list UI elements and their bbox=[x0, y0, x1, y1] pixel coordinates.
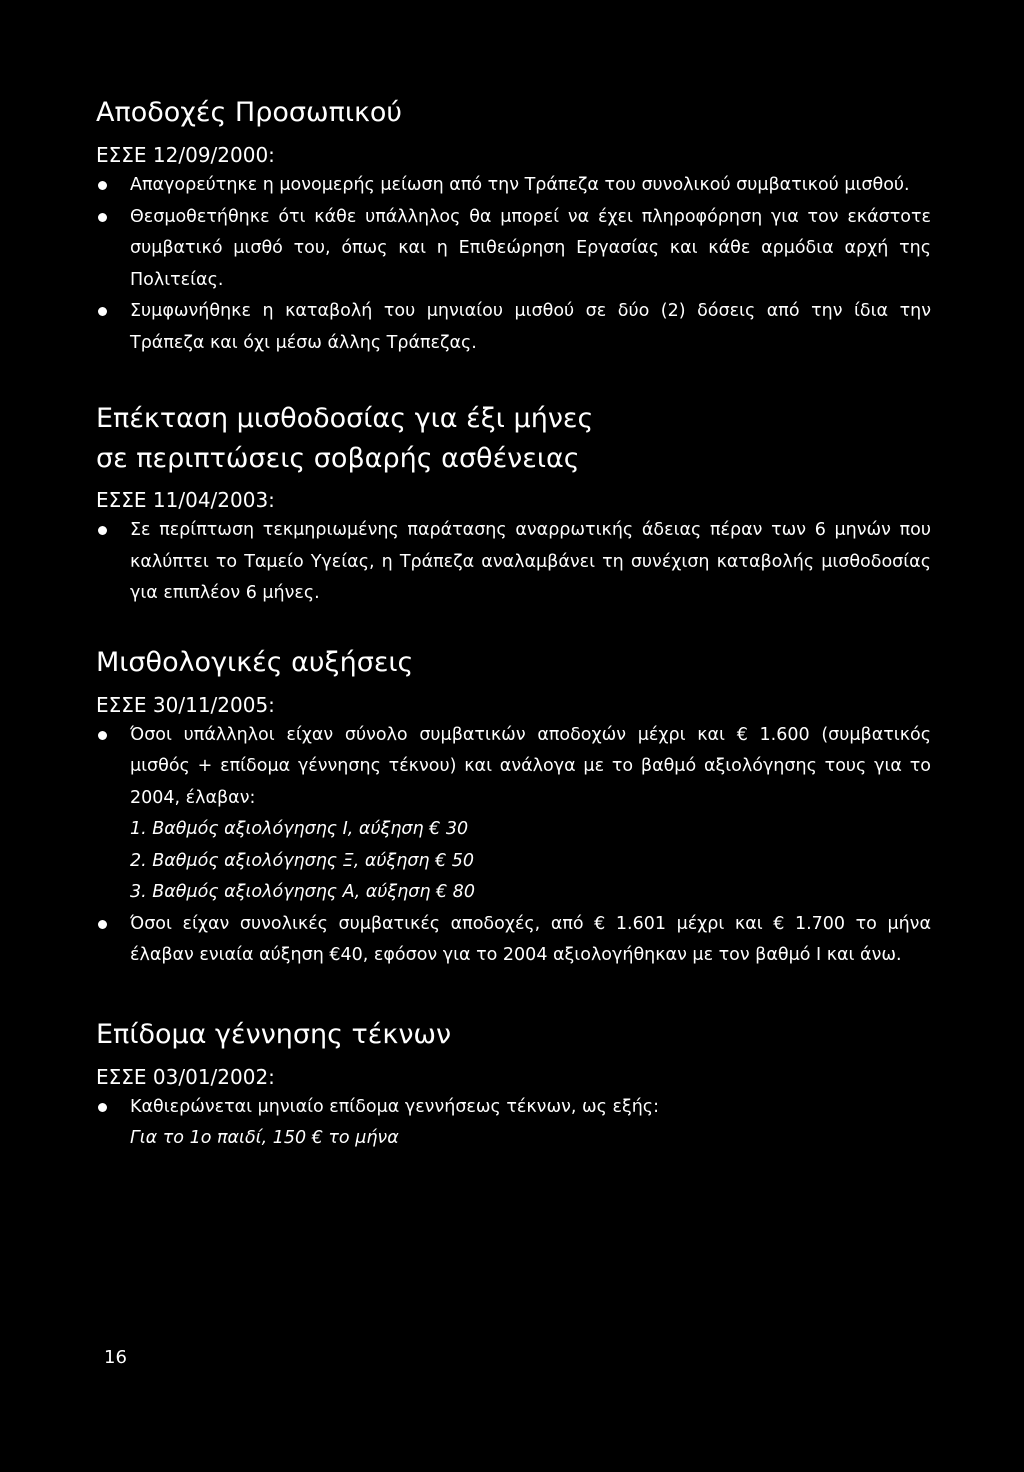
section-title-line-1: Επέκταση μισθοδοσίας για έξι μήνες bbox=[96, 403, 594, 434]
bullet-list bbox=[96, 170, 931, 359]
grade-list bbox=[130, 814, 931, 909]
allowance-detail: Για το 1ο παιδί, 150 € το μήνα bbox=[130, 1128, 399, 1148]
bullet-list bbox=[96, 720, 931, 972]
list-item-text: Καθιερώνεται μηνιαίο επίδομα γεννήσεως τέκνων, ως εξής: bbox=[130, 1096, 659, 1117]
list-item bbox=[96, 1092, 931, 1155]
agreement-reference: ΕΣΣΕ 11/04/2003: bbox=[96, 488, 275, 512]
list-item bbox=[96, 170, 931, 202]
bullet-icon bbox=[98, 526, 107, 535]
section-title: Αποδοχές Προσωπικού bbox=[96, 97, 403, 128]
list-item bbox=[96, 909, 931, 972]
section-child-allowance bbox=[96, 1014, 931, 1155]
bullet-list bbox=[96, 515, 931, 610]
grade-item: 2. Βαθμός αξιολόγησης Ξ, αύξηση € 50 bbox=[130, 850, 475, 871]
bullet-icon bbox=[98, 307, 107, 316]
list-item-text: Σε περίπτωση τεκμηριωμένης παράτασης αναρρωτικής άδειας πέραν των 6 μηνών που καλύπτει το Ταμείο Υγείας, η Τράπεζα αναλαμβάνει τη συνέχιση καταβολής μισθοδοσίας για επιπλέον 6 μήνες. bbox=[130, 520, 931, 603]
section-staff-earnings bbox=[96, 92, 931, 359]
document-page bbox=[96, 92, 931, 1155]
list-item bbox=[96, 515, 931, 610]
bullet-icon bbox=[98, 920, 107, 929]
section-title bbox=[96, 399, 931, 479]
section-title-line-2: σε περιπτώσεις σοβαρής ασθένειας bbox=[96, 443, 580, 474]
list-item-text: Όσοι είχαν συνολικές συμβατικές αποδοχές, από € 1.601 μέχρι και € 1.700 το μήνα έλαβαν ενιαία αύξηση €40, εφόσον για το 2004 αξιολογήθηκαν με τον βαθμό Ι και άνω. bbox=[130, 913, 931, 965]
bullet-icon bbox=[98, 213, 107, 222]
list-item-text: Θεσμοθετήθηκε ότι κάθε υπάλληλος θα μπορεί να έχει πληροφόρηση για τον εκάστοτε συμβατικό μισθό του, όπως και η Επιθεώρηση Εργασίας και κάθε αρμόδια αρχή της Πολιτείας. bbox=[130, 206, 931, 290]
page-number: 16 bbox=[104, 1347, 127, 1368]
grade-item: 3. Βαθμός αξιολόγησης Α, αύξηση € 80 bbox=[130, 882, 475, 902]
list-item-text: Όσοι υπάλληλοι είχαν σύνολο συμβατικών αποδοχών μέχρι και € 1.600 (συμβατικός μισθός + επίδομα γέννησης τέκνου) και ανάλογα με το βαθμό αξιολόγησης τους για το 2004, έλαβαν: bbox=[130, 724, 931, 808]
bullet-icon bbox=[98, 181, 107, 190]
agreement-reference: ΕΣΣΕ 30/11/2005: bbox=[96, 692, 275, 717]
agreement-reference: ΕΣΣΕ 03/01/2002: bbox=[96, 1064, 275, 1089]
list-item-text: Απαγορεύτηκε η μονομερής μείωση από την Τράπεζα του συνολικού συμβατικού μισθού. bbox=[130, 175, 910, 195]
section-salary-increases bbox=[96, 642, 931, 972]
list-item bbox=[96, 296, 931, 359]
list-item bbox=[96, 720, 931, 909]
list-item bbox=[96, 202, 931, 297]
agreement-reference: ΕΣΣΕ 12/09/2000: bbox=[96, 143, 275, 167]
bullet-icon bbox=[98, 731, 107, 740]
section-title: Επίδομα γέννησης τέκνων bbox=[96, 1018, 452, 1050]
grade-item: 1. Βαθμός αξιολόγησης Ι, αύξηση € 30 bbox=[130, 819, 469, 839]
section-title: Μισθολογικές αυξήσεις bbox=[96, 646, 414, 678]
bullet-list bbox=[96, 1092, 931, 1155]
bullet-icon bbox=[98, 1103, 107, 1112]
list-item-text: Συμφωνήθηκε η καταβολή του μηνιαίου μισθού σε δύο (2) δόσεις από την ίδια την Τράπεζα και όχι μέσω άλλης Τράπεζας. bbox=[130, 301, 931, 353]
section-sick-pay-extension bbox=[96, 399, 931, 610]
